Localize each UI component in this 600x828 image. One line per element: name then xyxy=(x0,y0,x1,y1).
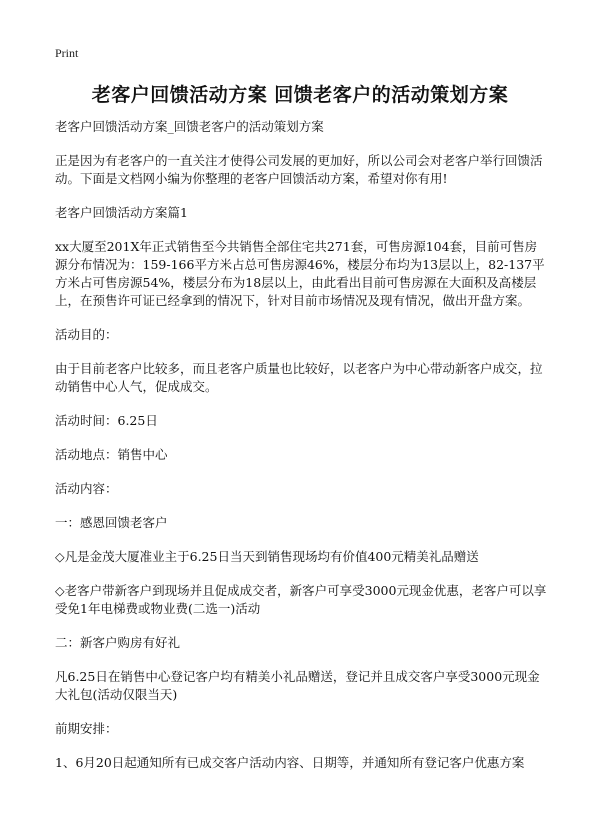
sub-heading: 一：感恩回馈老客户 xyxy=(55,515,168,530)
body-paragraph: 由于目前老客户比较多，而且老客户质量也比较好，以老客户为中心带动新客户成交，拉动销售中心人气，促成成交。 xyxy=(55,361,543,394)
subtitle-paragraph: 老客户回馈活动方案_回馈老客户的活动策划方案 xyxy=(55,119,324,134)
section-label: 活动目的： xyxy=(55,327,118,342)
article-body xyxy=(55,118,547,788)
section-label: 前期安排： xyxy=(55,721,118,736)
section-label: 活动内容： xyxy=(55,481,118,496)
list-item: ◇老客户带新客户到现场并且促成成交者，新客户可享受3000元现金优惠，老客户可以享受免1年电梯费或物业费(二选一)活动 xyxy=(55,583,547,616)
intro-paragraph: 正是因为有老客户的一直关注才使得公司发展的更加好，所以公司会对老客户举行回馈活动。下面是文档网小编为你整理的老客户回馈活动方案，希望对你有用! xyxy=(55,153,543,186)
page-title: 老客户回馈活动方案 回馈老客户的活动策划方案 xyxy=(91,84,509,106)
body-paragraph: xx大厦至201X年正式销售至今共销售全部住宅共271套，可售房源104套，目前可售房源分布情况为：159-166平方米占总可售房源46%，楼层分布均为13层以上，82-137平方米占可售房源54%，楼层分布为18层以上，由此看出目前可售房源在大面积及高楼层上，在预售许可证已经拿到的情况下，针对目前市场情况及现有情况，做出开盘方案。 xyxy=(55,239,545,308)
activity-time: 活动时间：6.25日 xyxy=(55,413,158,428)
section-heading: 老客户回馈活动方案篇1 xyxy=(55,205,188,220)
sub-heading: 二：新客户购房有好礼 xyxy=(55,635,181,650)
list-item: ◇凡是金茂大厦准业主于6.25日当天到销售现场均有价值400元精美礼品赠送 xyxy=(55,549,479,564)
list-item: 1、6月20日起通知所有已成交客户活动内容、日期等，并通知所有登记客户优惠方案 xyxy=(55,755,525,770)
body-paragraph: 凡6.25日在销售中心登记客户均有精美小礼品赠送，登记并且成交客户享受3000元现金大礼包(活动仅限当天) xyxy=(55,669,540,702)
activity-location: 活动地点：销售中心 xyxy=(55,447,168,462)
print-label: Print xyxy=(55,46,79,60)
